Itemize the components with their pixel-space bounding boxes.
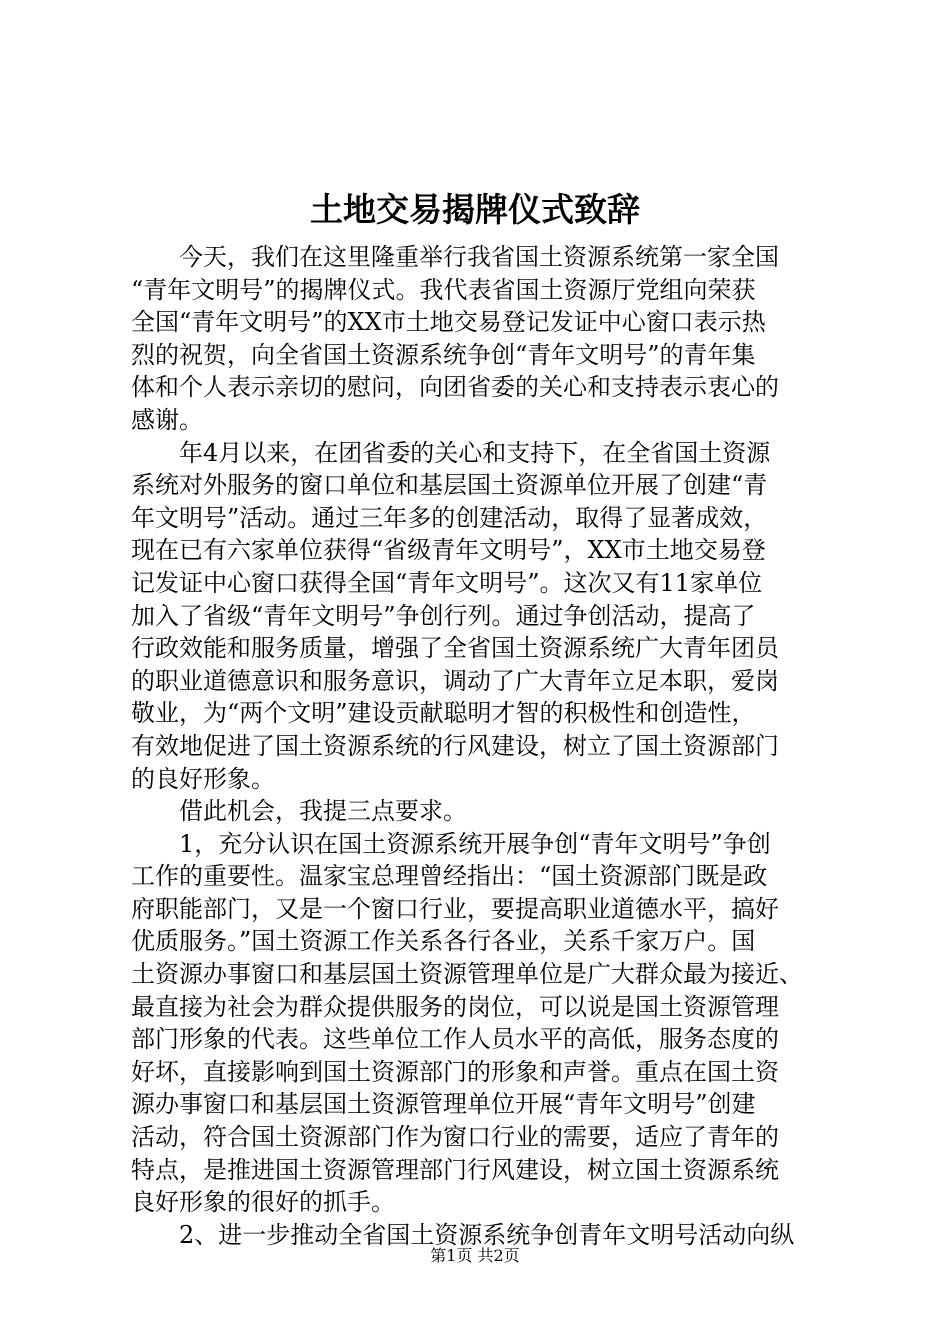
body-line: 优质服务。”国土资源工作关系各行各业，关系千家万户。国 — [131, 927, 756, 956]
body-line: 土资源办事窗口和基层国土资源管理单位是广大群众最为接近、 — [131, 960, 803, 989]
body-line: 借此机会，我提三点要求。 — [179, 797, 467, 826]
body-line: 工作的重要性。温家宝总理曾经指出：“国土资源部门既是政 — [131, 862, 768, 891]
body-line: 2、进一步推动全省国土资源系统争创青年文明号活动向纵 — [179, 1220, 795, 1249]
body-line: 行政效能和服务质量，增强了全省国土资源系统广大青年团员 — [131, 634, 779, 663]
body-line: 现在已有六家单位获得“省级青年文明号”，XX市土地交易登 — [131, 536, 766, 565]
body-line: 源办事窗口和基层国土资源管理单位开展“青年文明号”创建 — [131, 1090, 756, 1119]
body-line: 年4月以来，在团省委的关心和支持下，在全省国土资源 — [179, 438, 771, 467]
body-line: 好坏，直接影响到国土资源部门的形象和声誉。重点在国土资 — [131, 1057, 779, 1086]
body-line: 感谢。 — [131, 405, 203, 434]
body-line: 活动，符合国土资源部门作为窗口行业的需要，适应了青年的 — [131, 1123, 779, 1152]
body-line: 烈的祝贺，向全省国土资源系统争创“青年文明号”的青年集 — [131, 340, 756, 369]
body-line: 系统对外服务的窗口单位和基层国土资源单位开展了创建“青 — [131, 471, 768, 500]
body-line: 敬业，为“两个文明”建设贡献聪明才智的积极性和创造性， — [131, 699, 756, 728]
document-body — [131, 241, 831, 1251]
body-line: “青年文明号”的揭牌仪式。我代表省国土资源厅党组向荣获 — [131, 275, 756, 304]
body-line: 1，充分认识在国土资源系统开展争创“青年文明号”争创 — [179, 829, 771, 858]
document-title: 土地交易揭牌仪式致辞 — [310, 190, 640, 229]
body-line: 良好形象的很好的抓手。 — [131, 1188, 395, 1217]
body-line: 年文明号”活动。通过三年多的创建活动，取得了显著成效， — [131, 503, 768, 532]
page-footer: 第1页 共2页 — [430, 1246, 520, 1265]
body-line: 加入了省级“青年文明号”争创行列。通过争创活动，提高了 — [131, 601, 756, 630]
body-line: 记发证中心窗口获得全国“青年文明号”。这次又有11家单位 — [131, 568, 763, 597]
body-line: 的职业道德意识和服务意识，调动了广大青年立足本职，爱岗 — [131, 666, 779, 695]
body-line: 全国“青年文明号”的XX市土地交易登记发证中心窗口表示热 — [131, 308, 766, 337]
body-line: 府职能部门，又是一个窗口行业，要提高职业道德水平，搞好 — [131, 894, 779, 923]
body-line: 今天，我们在这里隆重举行我省国土资源系统第一家全国 — [179, 243, 779, 271]
body-line: 特点，是推进国土资源管理部门行风建设，树立国土资源系统 — [131, 1155, 779, 1184]
body-line: 部门形象的代表。这些单位工作人员水平的高低，服务态度的 — [131, 1025, 779, 1054]
body-line: 有效地促进了国土资源系统的行风建设，树立了国土资源部门 — [131, 731, 779, 760]
body-line: 体和个人表示亲切的慰问，向团省委的关心和支持表示衷心的 — [131, 373, 779, 402]
body-line: 的良好形象。 — [131, 764, 275, 793]
body-line: 最直接为社会为群众提供服务的岗位，可以说是国土资源管理 — [131, 992, 779, 1021]
